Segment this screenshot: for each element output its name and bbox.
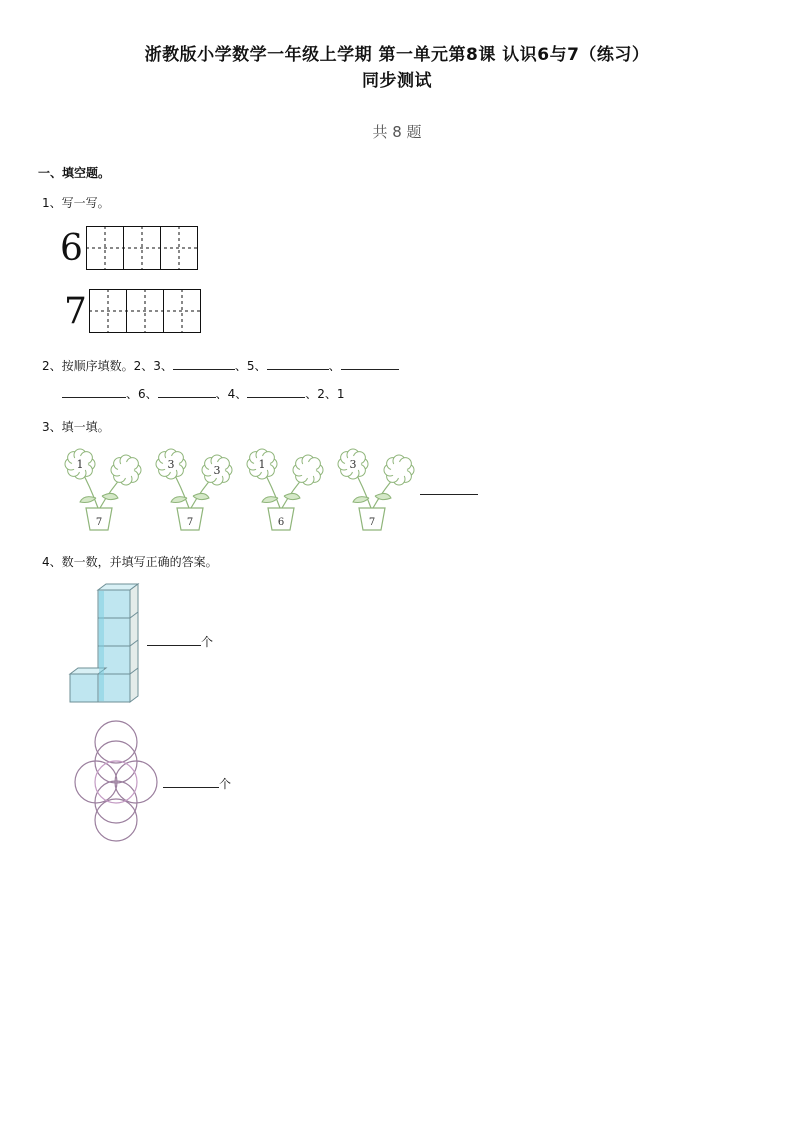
q1-digit-seven: 7 [64, 291, 87, 332]
q3-answer-blank[interactable] [420, 482, 478, 495]
flower-number: 1 [258, 458, 266, 471]
flower-pot-icon [156, 449, 232, 530]
flower-number: 3 [213, 464, 221, 477]
flower-right [202, 455, 232, 485]
q2-text: 、2、1 [305, 387, 345, 401]
flower-right [384, 455, 414, 485]
flower-left [65, 449, 95, 479]
q4-blank-b[interactable] [163, 775, 219, 788]
question-count: 共 8 题 [372, 123, 422, 141]
flower-left [247, 449, 277, 479]
q2-blank-2[interactable] [267, 357, 329, 370]
q3-flower-pots [60, 446, 420, 536]
q2-line1 [42, 357, 399, 374]
page-title-line2: 同步测试 [362, 71, 432, 91]
flower-left [156, 449, 186, 479]
q1-label: 1、写一写。 [42, 196, 110, 210]
q2-blank-6[interactable] [247, 385, 305, 398]
q4-answer-b [163, 775, 231, 792]
flower-number: 1 [76, 458, 84, 471]
flower-pot-icon [338, 449, 414, 530]
q4-label: 4、数一数，并填写正确的答案。 [42, 555, 218, 569]
flower-number: 3 [167, 458, 175, 471]
q3-label: 3、填一填。 [42, 420, 110, 434]
q1-writing-grid-six[interactable] [86, 226, 200, 272]
q2-label: 2、按顺序填数。 [42, 359, 134, 373]
q2-text: 、6、 [126, 387, 158, 401]
q4-answer-a [147, 633, 213, 650]
q4-unit-a: 个 [201, 635, 214, 649]
q4-blank-a[interactable] [147, 633, 201, 646]
flower-left [338, 449, 368, 479]
pot-number: 7 [95, 517, 103, 528]
flower-pot-icon [65, 449, 141, 530]
q2-blank-1[interactable] [173, 357, 235, 370]
q1-writing-grid-seven[interactable] [89, 289, 203, 335]
page-title: 浙教版小学数学一年级上学期 第一单元第8课 认识6与7（练习） [144, 45, 650, 65]
q2-blank-3[interactable] [341, 357, 399, 370]
flower-right [293, 455, 323, 485]
q2-blank-4[interactable] [62, 385, 126, 398]
pot-number: 6 [277, 517, 285, 528]
q2-blank-5[interactable] [158, 385, 216, 398]
q2-text: 、5、 [234, 359, 267, 373]
pot-number: 7 [186, 517, 194, 528]
q2-text: 2、3、 [133, 359, 173, 373]
pot-number: 7 [368, 517, 376, 528]
cube-stack-icon [66, 582, 144, 706]
flower-pot-icon [247, 449, 323, 530]
section-heading: 一、填空题。 [38, 166, 111, 180]
flower-right [111, 455, 141, 485]
q1-digit-six: 6 [60, 228, 83, 269]
q2-line2 [62, 385, 345, 402]
overlapping-circles-icon [70, 718, 160, 846]
q2-text: 、4、 [215, 387, 248, 401]
q2-text: 、 [328, 359, 341, 373]
flower-number: 3 [349, 458, 357, 471]
q4-unit-b: 个 [219, 777, 232, 791]
